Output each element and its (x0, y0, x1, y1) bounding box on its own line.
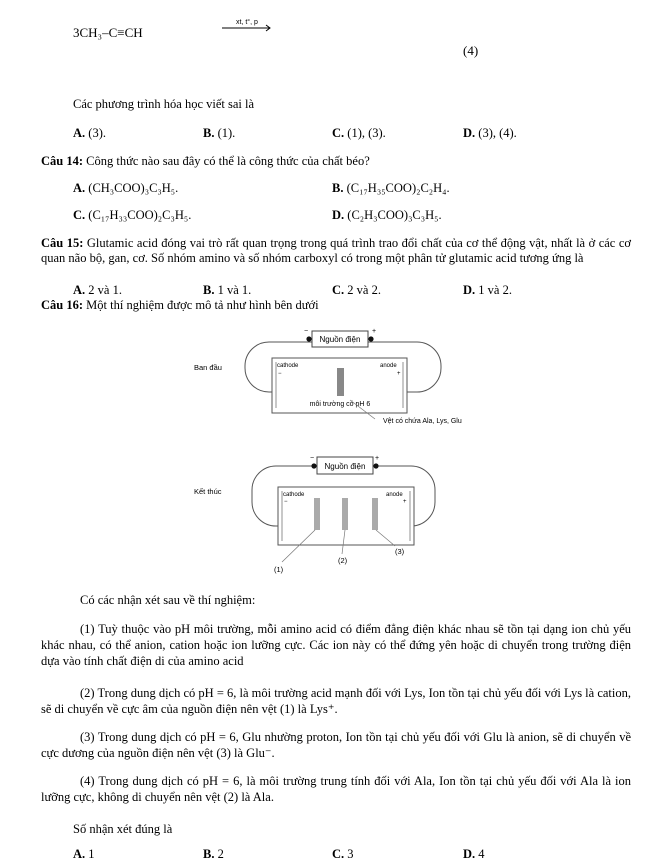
question-label: Câu 16: (41, 298, 84, 312)
power-source-label: Nguồn điện (324, 462, 366, 471)
q16-option-c[interactable]: C. 3 (332, 847, 354, 861)
marker-2: (2) (338, 556, 348, 565)
terminal-plus-icon (368, 336, 373, 341)
q15-option-c[interactable]: C. 2 và 2. (332, 283, 381, 297)
svg-text:+: + (403, 499, 407, 505)
svg-text:+: + (375, 455, 380, 462)
marker-1: (1) (274, 565, 284, 574)
question-14 (41, 154, 370, 169)
spot-description: Vệt có chứa Ala, Lys, Glu (383, 418, 462, 425)
q14-option-b[interactable]: B. (C₁₇H₃₅COO)₂C₂H₄. (332, 181, 450, 195)
q15-option-a[interactable]: A. 2 và 1. (73, 283, 122, 297)
question-label: Câu 15: (41, 236, 84, 250)
statement-2: (2) Trong dung dịch có pH = 6, là môi trường acid mạnh đối với Lys, Ion tồn tại chủ yếu đối với Lys là cation, sẽ di chuyển về cực âm của nguồn điện nên vệt (1) là Lys⁺. (41, 686, 631, 716)
question-text: Glutamic acid đóng vai trò rất quan trọng trong quá trình trao đổi chất của cơ thể động vật, nhất là ở các cơ quan não bộ, gan, cơ. Số nhóm amino và số nhóm carboxyl có trong một phân tử glutamic acid tương ứng là (41, 236, 631, 265)
final-question: Số nhận xét đúng là (73, 822, 173, 836)
statement-4: (4) Trong dung dịch có pH = 6, là môi trường trung tính đối với Ala, Ion tồn tại chủ yếu đối với Ala là ion lưỡng cực, không di chuyển nên vệt (2) là Ala. (41, 774, 631, 804)
q16-option-b[interactable]: B. 2 (203, 847, 224, 861)
anode-label: anode (386, 492, 403, 498)
electrophoresis-diagram-initial (190, 326, 500, 431)
electrophoresis-diagram-final (190, 450, 500, 580)
svg-text:−: − (278, 371, 282, 377)
svg-text:−: − (284, 499, 288, 505)
spot-2 (342, 498, 348, 530)
anode-label: anode (380, 363, 397, 369)
final-state-label: Kết thúc (194, 487, 222, 496)
plus-sign: + (372, 328, 377, 335)
statements-intro: Có các nhận xét sau về thí nghiệm: (80, 593, 256, 607)
top-prompt: Các phương trình hóa học viết sai là (73, 97, 255, 111)
q15-option-b[interactable]: B. 1 và 1. (203, 283, 252, 297)
medium-label: môi trường có pH 6 (309, 401, 371, 408)
spot-1 (314, 498, 320, 530)
svg-text:−: − (310, 455, 315, 462)
option-d[interactable]: D. (3), (4). (463, 126, 517, 140)
reaction-equation: 3CH₃–C≡CH (73, 25, 143, 40)
q14-option-d[interactable]: D. (C₂H₃COO)₃C₃H₅. (332, 208, 442, 222)
cathode-label: cathode (283, 492, 305, 498)
reaction-arrow-icon (222, 24, 274, 32)
q14-option-c[interactable]: C. (C₁₇H₃₃COO)₂C₃H₅. (73, 208, 192, 222)
question-15 (41, 236, 631, 266)
q16-option-d[interactable]: D. 4 (463, 847, 485, 861)
option-a[interactable]: A. (3). (73, 126, 106, 140)
power-source-label: Nguồn điện (319, 335, 361, 344)
question-label: Câu 14: (41, 154, 84, 168)
sample-spot (337, 368, 344, 396)
initial-state-label: Ban đầu (194, 363, 222, 372)
question-text: Công thức nào sau đây có thể là công thức của chất béo? (86, 154, 370, 168)
reaction-number: (4) (463, 43, 479, 58)
q15-option-d[interactable]: D. 1 và 2. (463, 283, 512, 297)
option-b[interactable]: B. (1). (203, 126, 236, 140)
statement-3: (3) Trong dung dịch có pH = 6, Glu nhường proton, Ion tồn tại chủ yếu đối với Glu là anion, sẽ di chuyển về cực dương của nguồn điện nên vệt (3) là Glu⁻. (41, 730, 631, 760)
cathode-label: cathode (277, 363, 299, 369)
terminal-minus-icon (311, 463, 316, 468)
question-text: Một thí nghiệm được mô tả như hình bên dưới (86, 298, 319, 312)
q14-option-a[interactable]: A. (CH₃COO)₃C₃H₅. (73, 181, 179, 195)
terminal-plus-icon (373, 463, 378, 468)
statement-1: (1) Tuỳ thuộc vào pH môi trường, mỗi amino acid có điểm đẳng điện khác nhau sẽ tồn tại dạng ion chủ yếu khác nhau, có thể anion, cation hoặc ion lưỡng cực. Các ion này có thể đứng yên hoặc di chuyển trong trường điện dựa vào tính chất điện di của amino acid (41, 622, 631, 668)
spot-3 (372, 498, 378, 530)
q16-option-a[interactable]: A. 1 (73, 847, 95, 861)
minus-sign: − (304, 328, 309, 335)
option-c[interactable]: C. (1), (3). (332, 126, 386, 140)
terminal-minus-icon (306, 336, 311, 341)
reaction-condition: xt, t°, p (236, 19, 258, 26)
question-16 (41, 298, 319, 313)
svg-text:+: + (397, 371, 401, 377)
marker-3: (3) (395, 547, 405, 556)
